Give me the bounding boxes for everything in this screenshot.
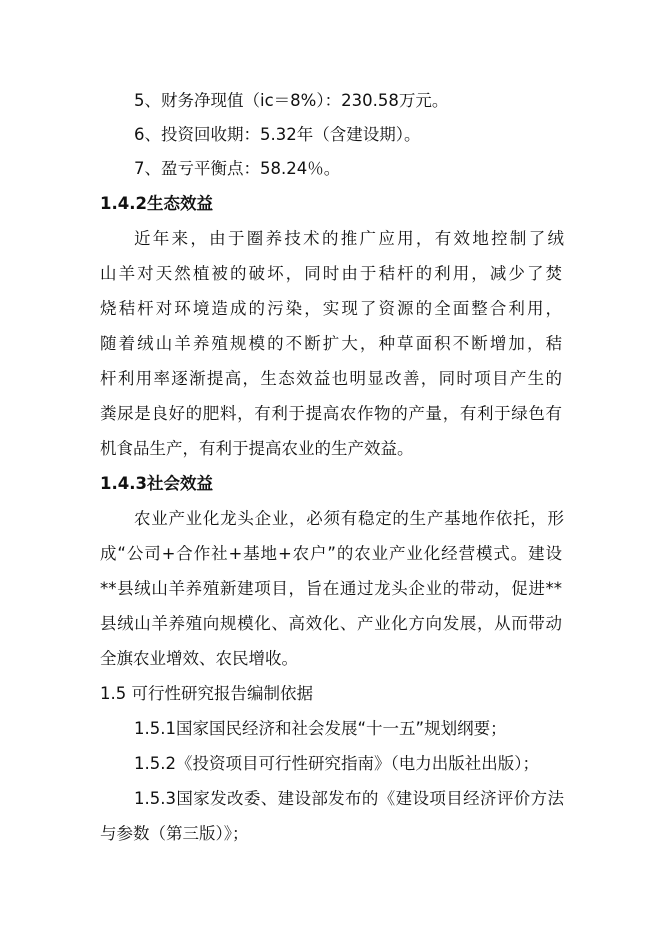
basis-item: 1.5.1国家国民经济和社会发展“十一五”规划纲要； (134, 719, 507, 738)
social-paragraph-line: 农业产业化龙头企业，必须有稳定的生产基地作依托，形 (134, 509, 564, 528)
financial-npv-item: 5、财务净现值（ic＝8%）：230.58万元。 (134, 91, 449, 110)
social-paragraph-line: **县绒山羊养殖新建项目，旨在通过龙头企业的带动，促进** (100, 579, 562, 598)
basis-item: 1.5.3国家发改委、建设部发布的《建设项目经济评价方法 (134, 789, 564, 808)
ecological-paragraph-line: 随着绒山羊养殖规模的不断扩大，种草面积不断增加，秸 (100, 334, 562, 353)
social-paragraph-line: 全旗农业增效、农民增收。 (100, 649, 298, 668)
payback-period-item: 6、投资回收期：5.32年（含建设期）。 (134, 125, 421, 144)
section-heading-feasibility-basis: 1.5 可行性研究报告编制依据 (100, 684, 313, 703)
ecological-paragraph-line: 机食品生产，有利于提高农业的生产效益。 (100, 439, 414, 458)
section-heading-social-benefits: 1.4.3社会效益 (100, 474, 213, 493)
basis-item: 1.5.2《投资项目可行性研究指南》（电力出版社出版）； (134, 754, 539, 773)
social-paragraph-line: 县绒山羊养殖向规模化、高效化、产业化方向发展，从而带动 (100, 614, 562, 633)
basis-item-continuation: 与参数（第三版）》； (100, 824, 249, 843)
section-heading-ecological-benefits: 1.4.2生态效益 (100, 194, 213, 213)
ecological-paragraph-line: 近年来，由于圈养技术的推广应用，有效地控制了绒 (134, 229, 564, 248)
ecological-paragraph-line: 山羊对天然植被的破坏，同时由于秸杆的利用，减少了焚 (100, 264, 562, 283)
ecological-paragraph-line: 烧秸杆对环境造成的污染，实现了资源的全面整合利用， (100, 299, 562, 318)
social-paragraph-line: 成“公司+合作社+基地+农户”的农业产业化经营模式。建设 (100, 544, 562, 563)
break-even-item: 7、盈亏平衡点：58.24％。 (134, 159, 341, 178)
ecological-paragraph-line: 粪尿是良好的肥料，有利于提高农作物的产量，有利于绿色有 (100, 404, 562, 423)
ecological-paragraph-line: 杆利用率逐渐提高，生态效益也明显改善，同时项目产生的 (100, 369, 562, 388)
